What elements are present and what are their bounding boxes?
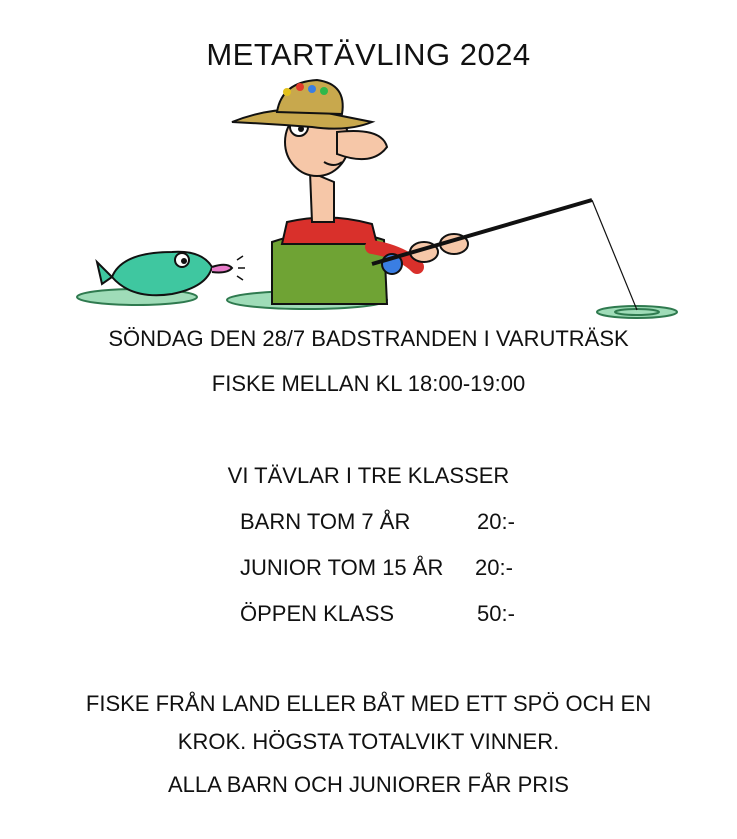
class-name: BARN TOM 7 ÅR [240,509,411,534]
fisherman-icon [232,80,468,304]
rules-line-1: FISKE FRÅN LAND ELLER BÅT MED ETT SPÖ OCH EN [85,691,652,716]
class-name: JUNIOR TOM 15 ÅR [240,555,444,580]
prizes-text: ALLA BARN OCH JUNIORER FÅR PRIS [168,772,569,797]
class-fee: 20:- [475,555,513,580]
classes-heading: VI TÄVLAR I TRE KLASSER [227,463,510,488]
rules-line-2: KROK. HÖGSTA TOTALVIKT VINNER. [177,729,560,754]
class-fee: 50:- [477,601,515,626]
class-name: ÖPPEN KLASS [240,601,395,626]
fishing-time: FISKE MELLAN KL 18:00-19:00 [211,371,526,396]
class-fee: 20:- [477,509,515,534]
date-location: SÖNDAG DEN 28/7 BADSTRANDEN I VARUTRÄSK [108,326,629,351]
page-title: METARTÄVLING 2024 [206,37,531,72]
fisherman-illustration [72,72,687,324]
